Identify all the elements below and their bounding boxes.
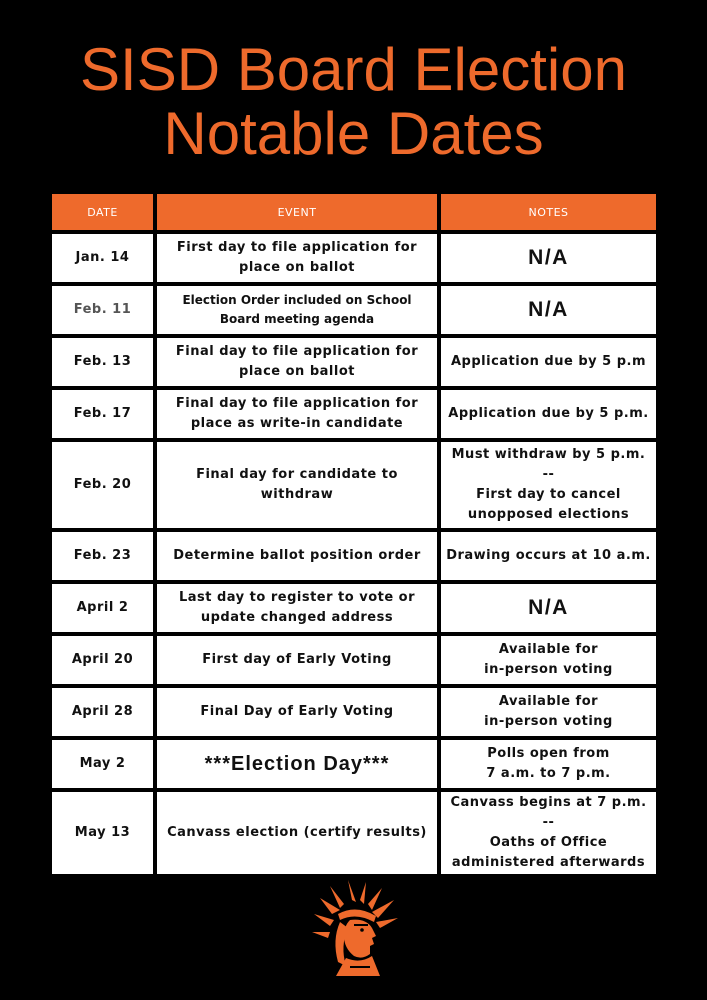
row-date: May 2 <box>52 740 153 788</box>
row-date: Feb. 11 <box>52 286 153 334</box>
note-line: N/A <box>528 596 569 619</box>
note-line: N/A <box>528 246 569 269</box>
row-notes <box>441 338 656 386</box>
row-event: Final day to file application for place as write-in candidate <box>157 390 437 438</box>
note-line: Must withdraw by 5 p.m. <box>451 447 646 462</box>
note-line: Canvass begins at 7 p.m. <box>450 795 647 810</box>
row-date: Feb. 20 <box>52 442 153 528</box>
note-line: Available for <box>498 694 599 709</box>
row-event: Last day to register to vote or update changed address <box>157 584 437 632</box>
note-line: in-person voting <box>484 662 613 677</box>
row-event: Final Day of Early Voting <box>157 688 437 736</box>
note-line: Application due by 5 p.m. <box>448 406 649 421</box>
note-line: Oaths of Office <box>489 835 608 850</box>
page-title <box>0 38 707 166</box>
row-notes <box>441 792 656 874</box>
row-date: Feb. 23 <box>52 532 153 580</box>
note-line: Polls open from <box>487 746 610 761</box>
row-date: April 28 <box>52 688 153 736</box>
note-separator: -- <box>542 815 555 830</box>
header-event: EVENT <box>157 194 437 230</box>
row-notes <box>441 532 656 580</box>
row-notes <box>441 740 656 788</box>
row-event: Final day for candidate to withdraw <box>157 442 437 528</box>
note-separator: -- <box>542 467 555 482</box>
title-line-1: SISD Board Election <box>80 36 627 103</box>
row-date: May 13 <box>52 792 153 874</box>
row-notes <box>441 688 656 736</box>
note-line: First day to cancel <box>476 487 621 502</box>
note-line: Drawing occurs at 10 a.m. <box>446 548 651 563</box>
row-notes <box>441 234 656 282</box>
row-notes <box>441 286 656 334</box>
row-event: Final day to file application for place on ballot <box>157 338 437 386</box>
header-notes: NOTES <box>441 194 656 230</box>
row-event: Election Order included on School Board meeting agenda <box>157 286 437 334</box>
row-notes <box>441 636 656 684</box>
row-event: First day of Early Voting <box>157 636 437 684</box>
row-event: Determine ballot position order <box>157 532 437 580</box>
note-line: in-person voting <box>484 714 613 729</box>
row-event: Canvass election (certify results) <box>157 792 437 874</box>
row-date: Feb. 13 <box>52 338 153 386</box>
dates-table <box>52 194 656 874</box>
note-line: administered afterwards <box>451 855 646 870</box>
row-date: Feb. 17 <box>52 390 153 438</box>
title-line-2: Notable Dates <box>163 100 544 167</box>
row-date: April 20 <box>52 636 153 684</box>
note-line: unopposed elections <box>467 507 630 522</box>
row-event: ***Election Day*** <box>157 740 437 788</box>
row-date: April 2 <box>52 584 153 632</box>
note-line: N/A <box>528 298 569 321</box>
note-line: Application due by 5 p.m <box>450 354 646 369</box>
chief-headdress-mascot-icon <box>310 880 402 980</box>
row-notes <box>441 442 656 528</box>
note-line: 7 a.m. to 7 p.m. <box>486 766 611 781</box>
row-event: First day to file application for place on ballot <box>157 234 437 282</box>
row-notes <box>441 584 656 632</box>
row-date: Jan. 14 <box>52 234 153 282</box>
note-line: Available for <box>498 642 599 657</box>
header-date: DATE <box>52 194 153 230</box>
row-notes <box>441 390 656 438</box>
